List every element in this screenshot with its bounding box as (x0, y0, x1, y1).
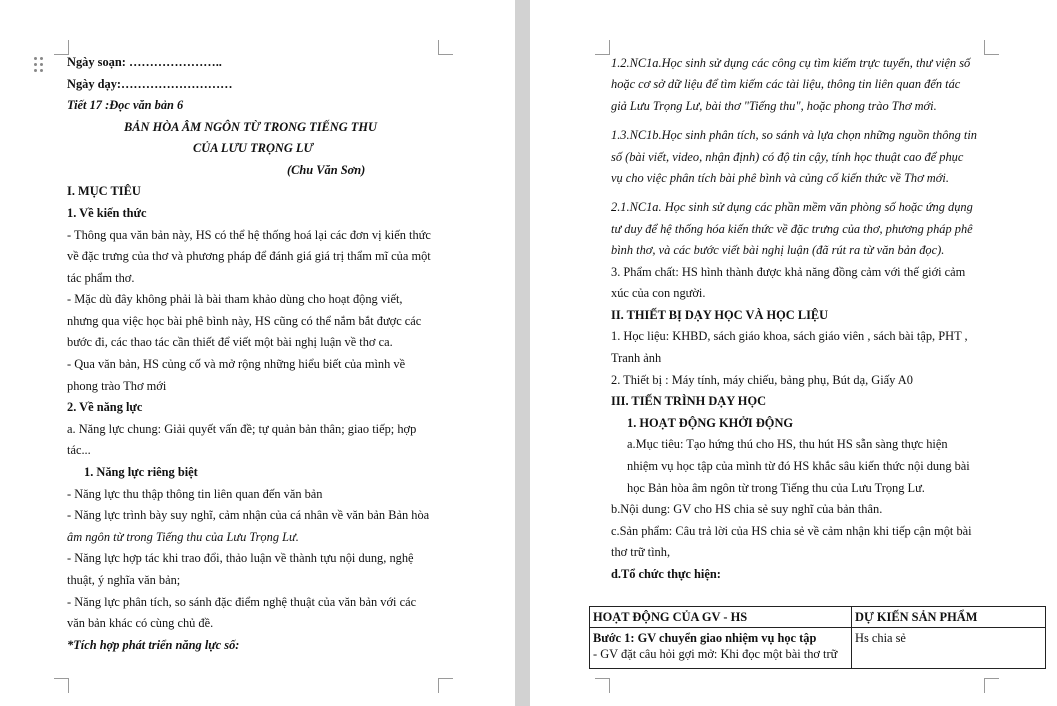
paragraph-line: - Thông qua văn bản này, HS có thể hệ thống hoá lại các đơn vị kiến thức (67, 228, 431, 242)
section-heading: III. TIẾN TRÌNH DẠY HỌC (611, 394, 767, 408)
crop-mark (438, 678, 453, 693)
crop-mark (984, 40, 999, 55)
paragraph-line: tác... (67, 443, 91, 457)
paragraph-line: 2. Thiết bị : Máy tính, máy chiếu, bảng phụ, Bút dạ, Giấy A0 (611, 373, 913, 387)
digital-skills-heading: *Tích hợp phát triển năng lực số: (67, 638, 240, 652)
paragraph-line: số (bài viết, video, nhận định) có độ tin cậy, tính học thuật cao để phục (611, 150, 964, 164)
crop-mark (54, 678, 69, 693)
paragraph-line: - Năng lực phân tích, so sánh đặc điểm nghệ thuật của văn bản với các (67, 595, 417, 609)
paragraph-line: phong trào Thơ mới (67, 379, 167, 393)
subsection-heading: 1. Về kiến thức (67, 206, 147, 220)
document-page-left (0, 0, 515, 706)
prep-date-line: Ngày soạn: ………………….. (67, 55, 222, 69)
subsection-heading: d.Tổ chức thực hiện: (611, 567, 721, 581)
paragraph-line: thuật, ý nghĩa văn bản; (67, 573, 181, 587)
table-header-cell: DỰ KIẾN SẢN PHẨM (852, 607, 1046, 628)
author-line: (Chu Văn Sơn) (287, 163, 366, 177)
crop-mark (54, 40, 69, 55)
numbered-heading: 1. Năng lực riêng biệt (84, 465, 198, 479)
paragraph-line: vụ cho việc phân tích bài phê bình và củng cố kiến thức về Thơ mới. (611, 171, 949, 185)
drag-handle-icon[interactable] (34, 57, 46, 73)
section-heading: II. THIẾT BỊ DẠY HỌC VÀ HỌC LIỆU (611, 308, 829, 322)
subsection-heading: 2. Về năng lực (67, 400, 143, 414)
paragraph-line: về đặc trưng của thơ và phương pháp để đánh giá giá trị thẩm mĩ của một (67, 249, 431, 263)
paragraph-line: 2.1.NC1a. Học sinh sử dụng các phần mềm văn phòng số hoặc ứng dụng (611, 200, 973, 214)
paragraph-line: học Bản hòa âm ngôn từ trong Tiếng thu của Lưu Trọng Lư. (627, 481, 925, 495)
paragraph-line: xúc của con người. (611, 286, 706, 300)
paragraph-line: Tranh ảnh (611, 351, 662, 365)
paragraph-line: giả Lưu Trọng Lư, bài thơ "Tiếng thu", hoặc phong trào Thơ mới. (611, 99, 937, 113)
paragraph-line: văn bản khác có cùng chủ đề. (67, 616, 214, 630)
paragraph-line: nhiệm vụ học tập của mình từ đó HS khắc sâu kiến thức nội dung bài (627, 459, 970, 473)
crop-mark (438, 40, 453, 55)
paragraph-line: - Năng lực trình bày suy nghĩ, cảm nhận của cá nhân về văn bản Bản hòa (67, 508, 430, 522)
activity-table (589, 606, 1046, 669)
paragraph-line: hoặc cơ sở dữ liệu để tìm kiếm các tài liệu, thông tin liên quan đến tác (611, 77, 961, 91)
paragraph-line: 3. Phẩm chất: HS hình thành được khả năng đồng cảm với thế giới cảm (611, 265, 966, 279)
step-text: - GV đặt câu hỏi gợi mở: Khi đọc một bài thơ trữ (593, 647, 838, 661)
table-header-cell: HOẠT ĐỘNG CỦA GV - HS (590, 607, 852, 628)
paragraph-line: tư duy để hệ thống hóa kiến thức về đặc trưng của thơ, phương pháp phê (611, 222, 973, 236)
paragraph-line: âm ngôn từ trong Tiếng thu của Lưu Trọng Lư. (67, 530, 299, 544)
paragraph-line: c.Sản phẩm: Câu trả lời của HS chia sẻ về cảm nhận khi tiếp cận một bài (611, 524, 972, 538)
table-cell (590, 628, 852, 669)
doc-title-line2: CỦA LƯU TRỌNG LƯ (193, 141, 314, 155)
doc-title-line1: BẢN HÒA ÂM NGÔN TỪ TRONG TIẾNG THU (124, 120, 377, 134)
crop-mark (595, 678, 610, 693)
paragraph-line: tác phẩm thơ. (67, 271, 135, 285)
numbered-heading: 1. HOẠT ĐỘNG KHỞI ĐỘNG (627, 416, 794, 430)
paragraph-line: 1.2.NC1a.Học sinh sử dụng các công cụ tìm kiếm trực tuyến, thư viện số (611, 56, 971, 70)
paragraph-line: a. Năng lực chung: Giải quyết vấn đề; tự quản bản thân; giao tiếp; hợp (67, 422, 417, 436)
paragraph-line: - Năng lực hợp tác khi trao đổi, thảo luận về thành tựu nội dung, nghệ (67, 551, 414, 565)
paragraph-line: bước đi, các thao tác cần thiết để viết một bài nghị luận về thơ ca. (67, 335, 393, 349)
page-gap (515, 0, 530, 706)
crop-mark (595, 40, 610, 55)
table-cell: Hs chia sẻ (852, 628, 1046, 669)
paragraph-line: 1. Học liệu: KHBD, sách giáo khoa, sách giáo viên , sách bài tập, PHT , (611, 329, 968, 343)
step-title: Bước 1: GV chuyển giao nhiệm vụ học tập (593, 631, 817, 645)
paragraph-line: 1.3.NC1b.Học sinh phân tích, so sánh và lựa chọn những nguồn thông tin (611, 128, 977, 142)
table-row (590, 628, 1046, 669)
paragraph-line: thơ trữ tình, (611, 545, 671, 559)
teach-date-line: Ngày dạy:……………………… (67, 77, 233, 91)
lesson-line: Tiết 17 :Đọc văn bản 6 (67, 98, 184, 112)
document-page-right (530, 0, 1057, 706)
table-header-row (590, 607, 1046, 628)
crop-mark (984, 678, 999, 693)
paragraph-line: a.Mục tiêu: Tạo hứng thú cho HS, thu hút HS sẵn sàng thực hiện (627, 437, 948, 451)
paragraph-line: - Năng lực thu thập thông tin liên quan đến văn bản (67, 487, 323, 501)
section-heading: I. MỤC TIÊU (67, 184, 141, 198)
paragraph-line: - Mặc dù đây không phải là bài tham khảo dùng cho hoạt động viết, (67, 292, 403, 306)
paragraph-line: - Qua văn bản, HS củng cố và mở rộng những hiểu biết của mình về (67, 357, 406, 371)
paragraph-line: b.Nội dung: GV cho HS chia sẻ suy nghĩ của bản thân. (611, 502, 883, 516)
paragraph-line: bình thơ, và các bước viết bài nghị luận (đã rút ra từ văn bản đọc). (611, 243, 945, 257)
paragraph-line: nhưng qua việc học bài phê bình này, HS cũng có thể nắm bắt được các (67, 314, 422, 328)
